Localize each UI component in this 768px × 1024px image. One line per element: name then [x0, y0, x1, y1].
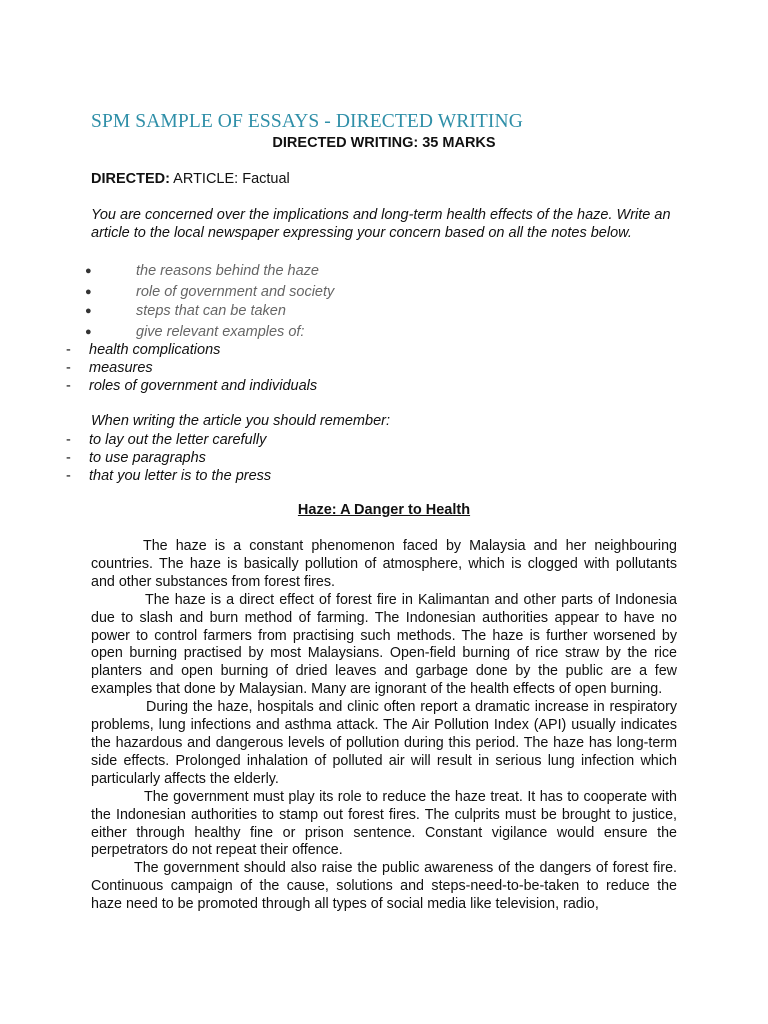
- list-item: [0, 449, 768, 467]
- essay-title: Haze: A Danger to Health: [297, 502, 471, 518]
- list-item: [0, 323, 768, 343]
- bullet-text: the reasons behind the haze: [136, 263, 319, 279]
- remember-text: to use paragraphs: [89, 450, 206, 466]
- list-item: [0, 359, 768, 377]
- dash-icon: -: [66, 432, 71, 448]
- dash-icon: -: [66, 342, 71, 358]
- essay-body: [91, 538, 677, 914]
- bullet-icon: ●: [85, 265, 92, 277]
- list-item: [0, 283, 768, 303]
- task-instructions: You are concerned over the implications and long-term health effects of the haze. Write an article to the local newspaper expressing your concern based on all the notes below.: [91, 207, 671, 241]
- remember-intro: When writing the article you should remember:: [91, 413, 390, 429]
- directed-label: DIRECTED:: [91, 171, 170, 187]
- directed-value: ARTICLE: Factual: [169, 171, 290, 187]
- essay-paragraph: The haze is a constant phenomenon faced by Malaysia and her neighbouring countries. The haze is basically pollution of atmosphere, which is clogged with pollutants and other substances from forest fires.: [91, 538, 677, 590]
- dash-icon: -: [66, 378, 71, 394]
- example-text: roles of government and individuals: [89, 378, 318, 394]
- bullet-text: role of government and society: [136, 283, 335, 300]
- list-item: [0, 467, 768, 485]
- example-text: measures: [89, 360, 153, 376]
- bullet-icon: ●: [85, 325, 92, 338]
- bullet-icon: ●: [85, 305, 92, 317]
- bullet-text: give relevant examples of:: [136, 323, 305, 340]
- remember-text: to lay out the letter carefully: [89, 432, 267, 448]
- essay-paragraph: The haze is a direct effect of forest fire in Kalimantan and other parts of Indonesia due to slash and burn method of farming. The Indonesian authorities appear to have no power to control farmers from practising such methods. The haze is further worsened by open burning practised by most Malaysians. Open-field burning of rice straw by the rice planters and open burning of dried leaves and garbage done by the public are a few examples that done by Malaysian. Many are ignorant of the health effects of open burning.: [91, 591, 677, 698]
- remember-text: that you letter is to the press: [89, 468, 272, 484]
- list-item: [0, 262, 768, 282]
- document-title: SPM SAMPLE OF ESSAYS - DIRECTED WRITING: [91, 111, 523, 132]
- essay-paragraph: During the haze, hospitals and clinic often report a dramatic increase in respiratory problems, lung infections and asthma attack. The Air Pollution Index (API) usually indicates the hazardous and dangerous levels of pollution during this period. The haze has long-term side effects. Prolonged inhalation of polluted air will result in serious lung infection which particularly affects the elderly.: [91, 699, 677, 787]
- directed-line: [91, 171, 290, 187]
- bullet-icon: ●: [85, 285, 92, 298]
- list-item: [0, 341, 768, 359]
- list-item: [0, 302, 768, 322]
- dash-icon: -: [66, 450, 71, 466]
- dash-icon: -: [66, 360, 71, 376]
- list-item: [0, 431, 768, 449]
- essay-paragraph: The government should also raise the public awareness of the dangers of forest fire. Continuous campaign of the cause, solutions and steps-need-to-be-taken to reduce the haze need to be promoted through all types of social media like television, radio,: [91, 860, 677, 913]
- essay-paragraph: The government must play its role to reduce the haze treat. It has to cooperate with the Indonesian authorities to stamp out forest fires. The culprits must be brought to justice, either through healthy fine or prison sentence. Constant vigilance would ensure the perpetrators do not repeat their offence.: [91, 788, 677, 859]
- list-item: [0, 377, 768, 395]
- dash-icon: -: [66, 468, 71, 484]
- document-subtitle: DIRECTED WRITING: 35 MARKS: [272, 135, 496, 151]
- example-text: health complications: [89, 342, 221, 358]
- bullet-text: steps that can be taken: [136, 303, 286, 319]
